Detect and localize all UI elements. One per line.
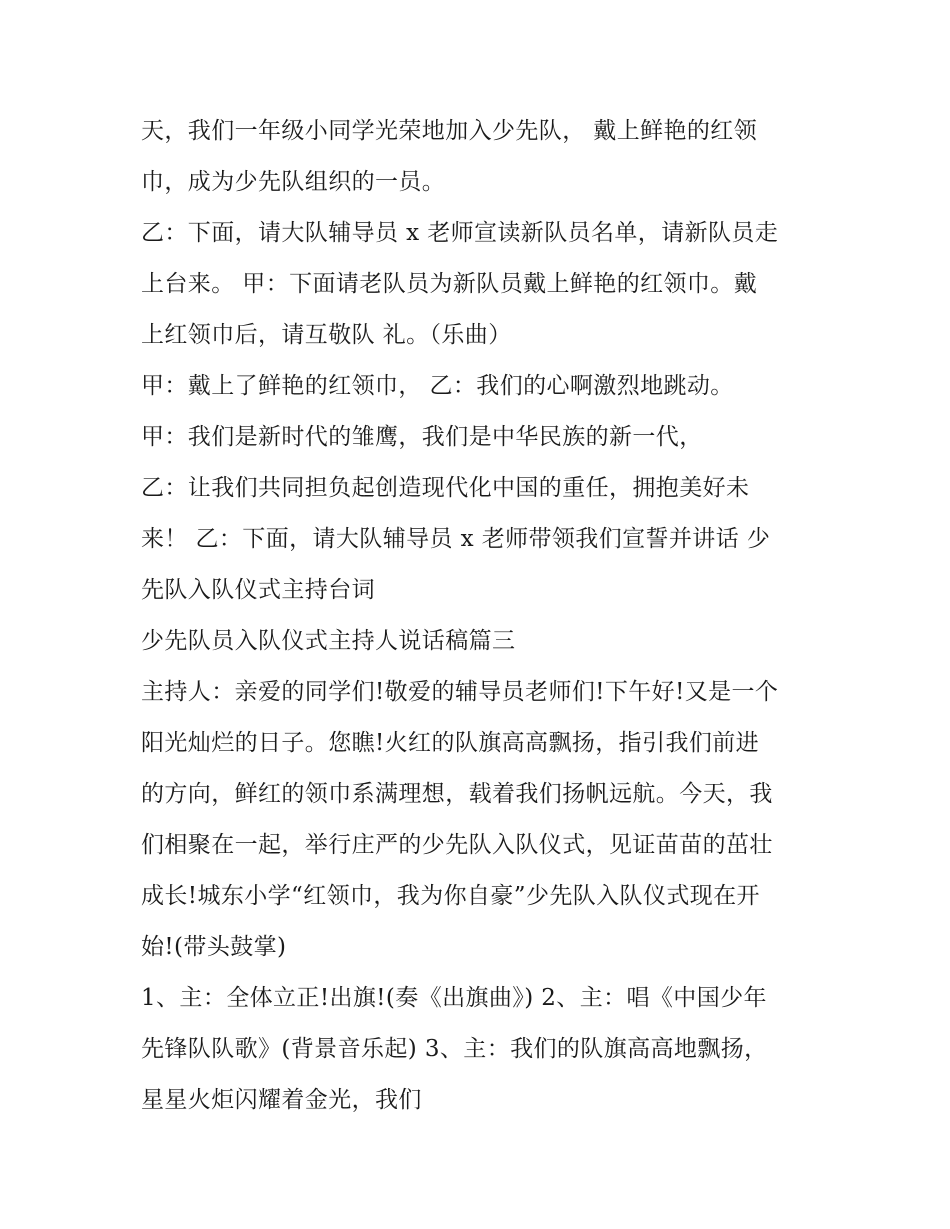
- text-line-19: 先锋队队歌》(背景音乐起) 3、主：我们的队旗高高地飘扬，: [141, 1036, 768, 1062]
- text-line-18: 1、主：全体立正!出旗!(奏《出旗曲》) 2、主：唱《中国少年: [141, 985, 767, 1011]
- text-line-1: 天，我们一年级小同学光荣地加入少先队， 戴上鲜艳的红领: [141, 118, 758, 144]
- text-line-17: 始!(带头鼓掌): [141, 934, 287, 960]
- text-line-9: 来！ 乙：下面，请大队辅导员 x 老师带领我们宣誓并讲话 少: [141, 526, 771, 552]
- text-line-6: 甲：戴上了鲜艳的红领巾， 乙：我们的心啊激烈地跳动。: [141, 373, 734, 399]
- document-body: [141, 106, 821, 1126]
- text-line-20: 星星火炬闪耀着金光，我们: [141, 1087, 422, 1113]
- text-line-8: 乙：让我们共同担负起创造现代化中国的重任，拥抱美好未: [141, 475, 750, 501]
- text-line-2: 巾，成为少先队组织的一员。: [141, 169, 446, 195]
- section-heading: 少先队员入队仪式主持人说话稿篇三: [141, 628, 516, 654]
- text-line-16: 成长!城东小学“红领巾，我为你自豪”少先队入队仪式现在开: [141, 883, 760, 909]
- text-line-5: 上红领巾后，请互敬队 礼。（乐曲）: [141, 322, 512, 348]
- text-line-14: 的方向，鲜红的领巾系满理想，载着我们扬帆远航。今天，我: [141, 781, 773, 807]
- text-line-3: 乙：下面，请大队辅导员 x 老师宣读新队员名单，请新队员走: [141, 220, 779, 246]
- text-line-4: 上台来。 甲：下面请老队员为新队员戴上鲜艳的红领巾。戴: [141, 271, 758, 297]
- text-line-12: 主持人：亲爱的同学们!敬爱的辅导员老师们!下午好!又是一个: [141, 679, 779, 705]
- text-line-13: 阳光灿烂的日子。您瞧!火红的队旗高高飘扬，指引我们前进: [141, 730, 760, 756]
- text-line-15: 们相聚在一起，举行庄严的少先队入队仪式，见证苗苗的茁壮: [141, 832, 773, 858]
- text-line-7: 甲：我们是新时代的雏鹰，我们是中华民族的新一代，: [141, 424, 703, 450]
- text-line-10: 先队入队仪式主持台词: [141, 577, 375, 603]
